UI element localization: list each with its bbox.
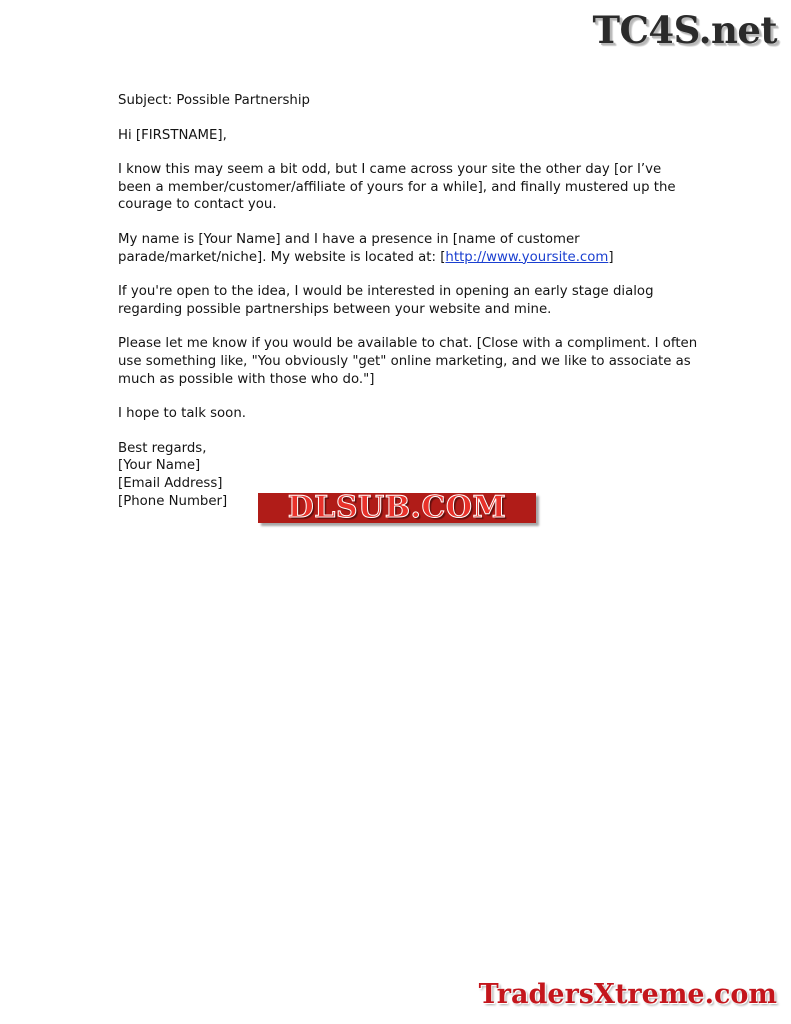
center-watermark bbox=[258, 487, 536, 529]
brand-watermark-bottom: TradersXtreme.com bbox=[478, 979, 777, 1010]
website-link[interactable]: http://www.yoursite.com bbox=[445, 249, 609, 265]
letter-signoff: Best regards, bbox=[118, 440, 207, 456]
letter-subject: Subject: Possible Partnership bbox=[118, 93, 310, 108]
center-watermark-text: DLSUB.COM bbox=[287, 490, 507, 525]
letter-paragraph-1: I know this may seem a bit odd, but I came across your site the other day [or I’ve been a member/customer/affiliate of yours for a while], and finally mustered up the courage to contact you. bbox=[118, 162, 676, 213]
letter-paragraph-5: I hope to talk soon. bbox=[118, 406, 246, 422]
letter-paragraph-2 bbox=[118, 231, 698, 266]
letter-signature-email: [Email Address] bbox=[118, 475, 223, 491]
letter-paragraph-2-suffix: ] bbox=[608, 249, 614, 265]
letter-paragraph-2-prefix: My name is [Your Name] and I have a presence in [name of customer parade/market/niche]. My website is located at: [ bbox=[118, 231, 580, 265]
letter-body bbox=[118, 92, 698, 510]
letter-paragraph-4: Please let me know if you would be available to chat. [Close with a compliment. I often use something like, "You obviously "get" online marketing, and we like to associate as much as possible with those who do."] bbox=[118, 336, 698, 387]
letter-paragraph-3: If you're open to the idea, I would be interested in opening an early stage dialog regarding possible partnerships between your website and mine. bbox=[118, 284, 654, 317]
letter-salutation: Hi [FIRSTNAME], bbox=[118, 127, 227, 143]
letter-signature-name: [Your Name] bbox=[118, 458, 201, 474]
brand-watermark-top: TC4S.net bbox=[592, 8, 777, 52]
letter-signature-phone: [Phone Number] bbox=[118, 493, 228, 509]
